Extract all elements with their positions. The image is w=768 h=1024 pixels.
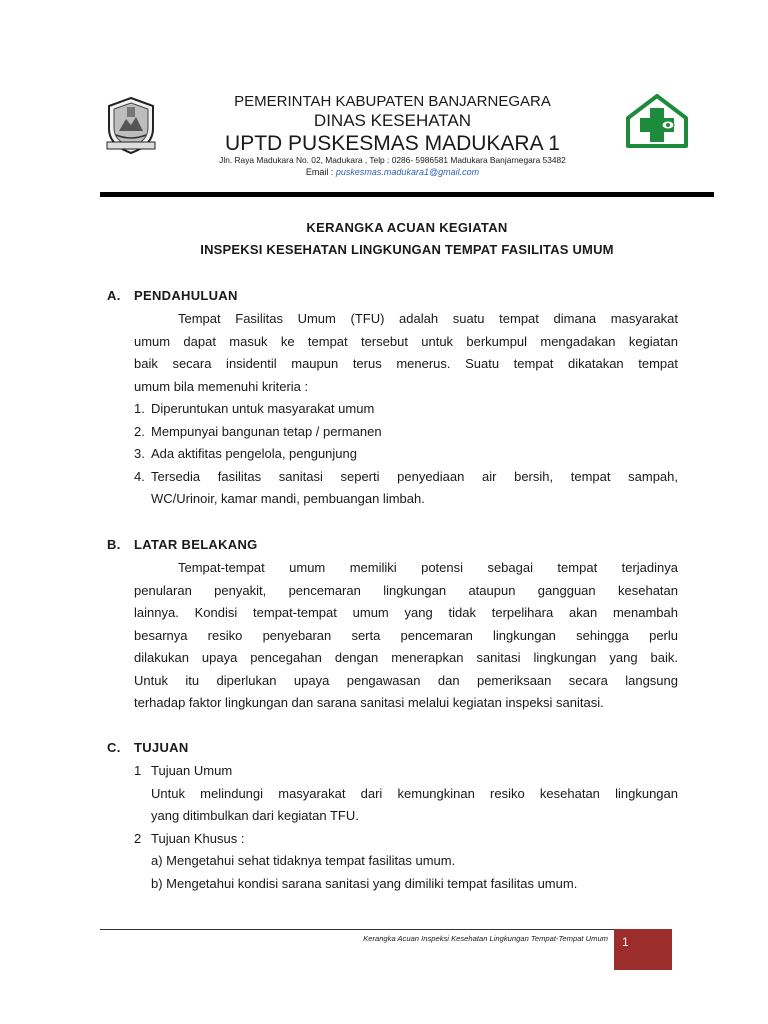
paragraph-line: Untuk melindungi masyarakat dari kemungkinan resiko kesehatan lingkungan [151,785,678,801]
letterhead-address: Jln. Raya Madukara No. 02, Madukara , Telp : 0286- 5986581 Madukara Banjarnegara 53482 [219,155,566,165]
subsection-title: Tujuan Umum [151,763,233,778]
section-c-heading [107,740,189,755]
paragraph-line: terhadap faktor lingkungan dan sarana sanitasi melalui kegiatan inspeksi sanitasi. [134,695,604,710]
paragraph-line: besarnya resiko penyebaran serta pencemaran lingkungan sehingga perlu [134,627,678,643]
letterhead-divider [100,192,714,197]
paragraph-line: lainnya. Kondisi tempat-tempat umum yang tidak terpelihara akan menambah [134,605,678,620]
subsection-heading [134,828,678,851]
list-item: b) Mengetahui kondisi sarana sanitasi yang dimiliki tempat fasilitas umum. [151,875,578,891]
paragraph-line: yang ditimbulkan dari kegiatan TFU. [151,808,359,823]
page-number: 1 [622,935,629,949]
letterhead-email-line [150,166,635,178]
list-item [134,398,678,421]
list-text: Ada aktifitas pengelola, pengunjung [151,446,357,461]
list-text-continued: WC/Urinoir, kamar mandi, pembuangan limbah. [151,491,425,506]
paragraph-line: umum dapat masuk ke tempat tersebut untuk berkumpul mengadakan kegiatan [134,333,678,349]
paragraph-line: Tempat-tempat umum memiliki potensi sebagai tempat terjadinya [178,560,678,575]
section-b-heading [107,537,258,552]
section-a-body [134,308,678,511]
paragraph-line: Untuk itu diperlukan upaya pengawasan dan pemeriksaan secara langsung [134,672,678,688]
regency-crest-icon [104,95,158,155]
list-text: Tersedia fasilitas sanitasi seperti penyediaan air bersih, tempat sampah, [151,468,678,484]
section-c-body [134,760,678,895]
paragraph-line: penularan penyakit, pencemaran lingkungan ataupun gangguan kesehatan [134,582,678,598]
document-subtitle: INSPEKSI KESEHATAN LINGKUNGAN TEMPAT FASILITAS UMUM [200,242,614,257]
letterhead-government: PEMERINTAH KABUPATEN BANJARNEGARA [234,93,551,110]
list-number: 3. [134,446,145,461]
list-item [134,443,678,466]
subsection-number: 1 [134,763,142,778]
list-number: 2. [134,423,145,439]
paragraph-line: dilakukan upaya pencegahan dengan menerapkan sanitasi lingkungan yang baik. [134,650,678,665]
list-item [134,466,678,489]
letterhead-agency: DINAS KESEHATAN [313,111,472,130]
subsection-number: 2 [134,830,142,846]
email-label: Email : [305,167,334,177]
paragraph-line: umum bila memenuhi kriteria : [134,378,309,394]
section-b-body [134,557,678,715]
paragraph-line: baik secara insidentil maupun terus menerus. Suatu tempat dikatakan tempat [134,356,678,371]
section-a-heading [107,288,238,303]
list-item [134,421,678,444]
subsection-heading [134,760,678,783]
document-title: KERANGKA ACUAN KEGIATAN [306,220,508,235]
footer-divider [100,929,615,930]
footer-text: Kerangka Acuan Inspeksi Kesehatan Lingkungan Tempat-Tempat Umum [363,934,608,943]
subsection-title: Tujuan Khusus : [151,830,245,846]
section-a-title: PENDAHULUAN [134,288,238,303]
list-text: Mempunyai bangunan tetap / permanen [151,423,382,439]
list-text: Diperuntukan untuk masyarakat umum [151,401,375,416]
section-b-title: LATAR BELAKANG [134,537,258,552]
paragraph-line: Tempat Fasilitas Umum (TFU) adalah suatu tempat dimana masyarakat [178,311,678,326]
letterhead-institution: UPTD PUSKESMAS MADUKARA 1 [225,132,560,155]
list-number: 1. [134,401,145,416]
section-c-label: C. [107,740,121,755]
puskesmas-cross-logo-icon [625,94,689,148]
section-c-title: TUJUAN [134,740,189,755]
email-link[interactable]: puskesmas.madukara1@gmail.com [335,167,480,177]
section-a-label: A. [107,288,121,303]
list-number: 4. [134,468,145,484]
list-item: a) Mengetahui sehat tidaknya tempat fasilitas umum. [151,853,456,868]
section-b-label: B. [107,537,121,552]
